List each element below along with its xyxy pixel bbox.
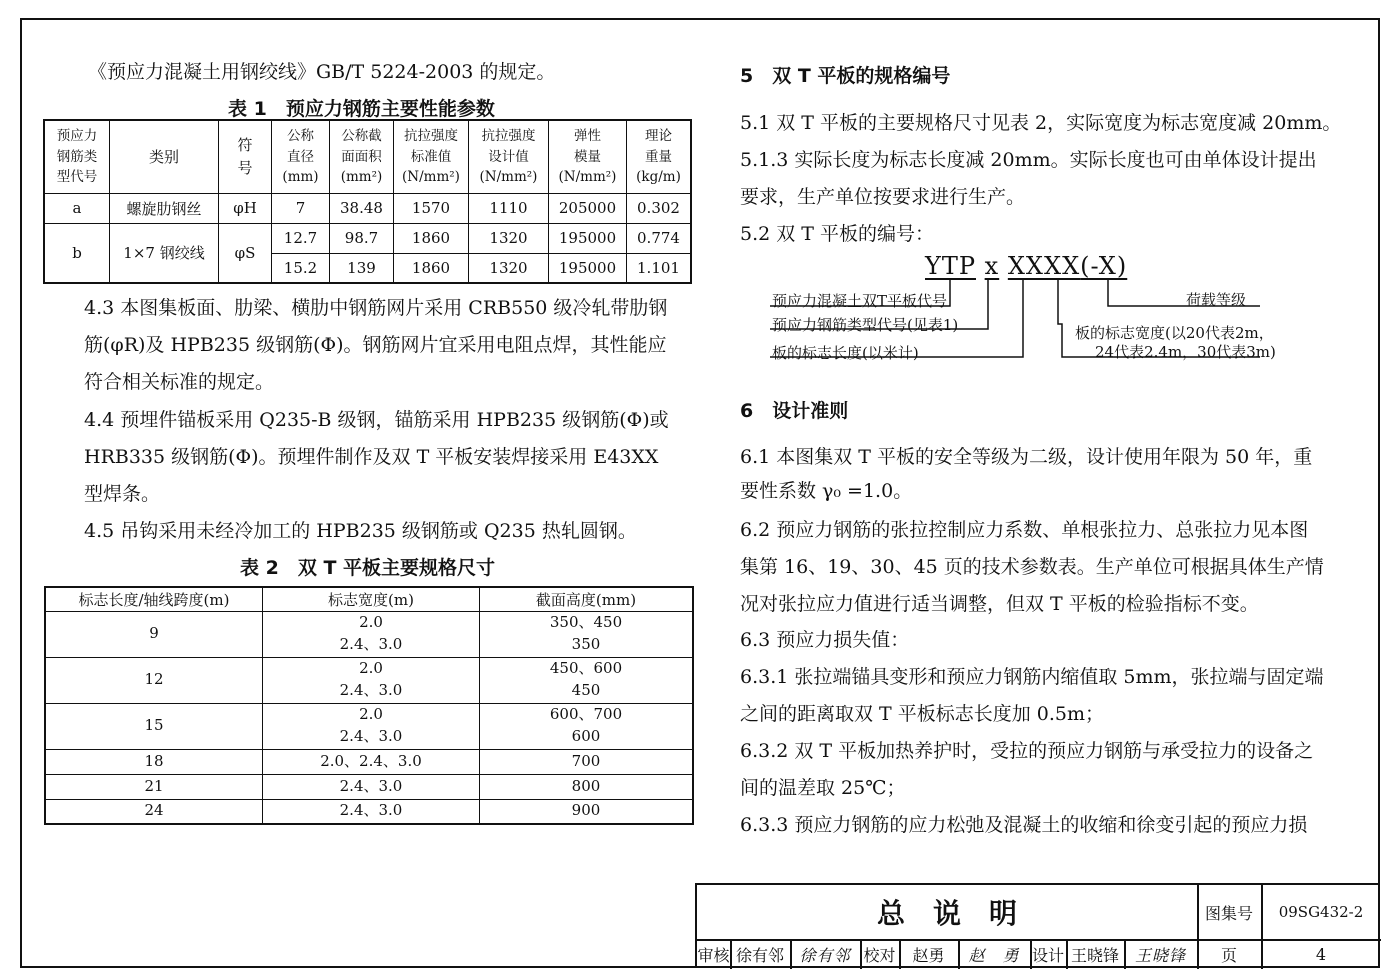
table1-caption: 表 1 预应力钢筋主要性能参数 [228, 98, 495, 120]
para-5-1-3-line1: 5.1.3 实际长度为标志长度减 20mm。实际长度也可由单体设计提出 [740, 149, 1317, 171]
legend-width-line2: 24代表2.4m，30代表3m) [1095, 343, 1276, 361]
t1-cell: 1860 [394, 253, 469, 283]
checker-signature: 赵 勇 [968, 945, 1020, 965]
t1-header: 弹性 模量 (N/mm²) [549, 120, 627, 193]
legend-series-code: 预应力混凝土双T平板代号 [772, 292, 948, 310]
t1-cell: 15.2 [272, 253, 330, 283]
para-4-5: 4.5 吊钩采用未经冷加工的 HPB235 级钢筋或 Q235 热轧圆钢。 [84, 520, 637, 542]
legend-length: 板的标志长度(以米计) [772, 344, 919, 362]
t2-cell: 12 [45, 657, 263, 703]
t1-cell: 205000 [549, 193, 627, 223]
para-6-3-2-line2: 间的温差取 25℃； [740, 777, 906, 799]
t2-cell: 2.0 2.4、3.0 [263, 611, 480, 657]
table-row [44, 193, 691, 223]
table2-caption: 表 2 双 T 平板主要规格尺寸 [240, 557, 496, 579]
table-row [45, 657, 693, 703]
code-load: (-X) [1080, 252, 1128, 280]
t1-cell: 1×7 钢绞线 [110, 223, 219, 283]
t1-cell: 195000 [549, 253, 627, 283]
designer-name: 王晓锋 [1070, 945, 1119, 965]
t1-cell: b [44, 223, 110, 283]
code-length: XX [1007, 252, 1044, 280]
t1-cell: φS [219, 223, 272, 283]
t2-cell: 15 [45, 703, 263, 749]
t2-cell: 450、600 450 [480, 657, 694, 703]
para-6-2-line3: 况对张拉应力值进行适当调整，但双 T 平板的检验指标不变。 [740, 593, 1259, 615]
t1-header: 预应力 钢筋类 型代号 [44, 120, 110, 193]
atlas-number: 09SG432-2 [1278, 903, 1364, 921]
t1-cell: 195000 [549, 223, 627, 253]
t1-cell: 0.774 [627, 223, 692, 253]
t1-header: 类别 [110, 120, 219, 193]
para-6-3-1-line2: 之间的距离取双 T 平板标志长度加 0.5m； [740, 703, 1105, 725]
t1-cell: a [44, 193, 110, 223]
t2-header: 标志宽度(m) [263, 587, 480, 611]
check-label: 校对 [863, 945, 896, 965]
t1-cell: 1570 [394, 193, 469, 223]
t1-cell: 7 [272, 193, 330, 223]
code-ytp: YTP [925, 252, 976, 280]
table1-rebar-properties [43, 119, 692, 284]
page-number: 4 [1315, 944, 1327, 964]
t1-cell: 1.101 [627, 253, 692, 283]
code-width: XX [1044, 252, 1081, 280]
t1-cell: 0.302 [627, 193, 692, 223]
checker-name: 赵勇 [912, 945, 945, 965]
designer-signature: 王晓锋 [1134, 945, 1186, 965]
t2-cell: 2.4、3.0 [263, 774, 480, 799]
t2-cell: 2.0、2.4、3.0 [263, 749, 480, 774]
review-label: 审核 [697, 945, 730, 965]
para-4-4-line2: HRB335 级钢筋(Φ)。预埋件制作及双 T 平板安装焊接采用 E43XX [84, 446, 659, 468]
t2-cell: 600、700 600 [480, 703, 694, 749]
table-row [45, 749, 693, 774]
para-4-3-line2: 筋(φR)及 HPB235 级钢筋(Φ)。钢筋网片宜采用电阻点焊，其性能应 [84, 334, 667, 356]
t1-header: 公称截 面面积 (mm²) [330, 120, 394, 193]
atlas-number-label: 图集号 [1204, 903, 1253, 923]
table-row [45, 611, 693, 657]
section-6-heading: 6 设计准则 [740, 400, 849, 422]
t1-cell: 1320 [469, 253, 549, 283]
t1-header: 公称 直径 (mm) [272, 120, 330, 193]
t1-cell: 1110 [469, 193, 549, 223]
para-6-3-1-line1: 6.3.1 张拉端锚具变形和预应力钢筋内缩值取 5mm，张拉端与固定端 [740, 666, 1324, 688]
design-label: 设计 [1031, 945, 1064, 965]
t1-header: 符 号 [219, 120, 272, 193]
para-6-3-2-line1: 6.3.2 双 T 平板加热养护时，受拉的预应力钢筋与承受拉力的设备之 [740, 740, 1314, 762]
t2-cell: 24 [45, 799, 263, 824]
para-6-1-line2: 要性系数 γ₀ =1.0。 [740, 480, 913, 502]
t1-header: 抗拉强度 设计值 (N/mm²) [469, 120, 549, 193]
reviewer-signature: 徐有邻 [799, 945, 851, 965]
para-6-3-3: 6.3.3 预应力钢筋的应力松弛及混凝土的收缩和徐变引起的预应力损 [740, 814, 1308, 836]
t1-cell: 98.7 [330, 223, 394, 253]
t1-cell: φH [219, 193, 272, 223]
para-6-1-line1: 6.1 本图集双 T 平板的安全等级为二级，设计使用年限为 50 年，重 [740, 446, 1313, 468]
para-5-2: 5.2 双 T 平板的编号： [740, 223, 935, 245]
table-row [45, 703, 693, 749]
para-4-3-line1: 4.3 本图集板面、肋梁、横肋中钢筋网片采用 CRB550 级冷轧带肋钢 [84, 297, 668, 319]
code-x: x [984, 252, 1000, 280]
section-5-heading: 5 双 T 平板的规格编号 [740, 65, 951, 87]
t1-header: 理论 重量 (kg/m) [627, 120, 692, 193]
t2-cell: 800 [480, 774, 694, 799]
t2-cell: 350、450 350 [480, 611, 694, 657]
para-6-2-line2: 集第 16、19、30、45 页的技术参数表。生产单位可根据具体生产情 [740, 556, 1324, 578]
table2-dimensions [44, 586, 694, 825]
t2-cell: 2.0 2.4、3.0 [263, 657, 480, 703]
drawing-title: 总 说 明 [876, 897, 1017, 930]
para-5-1: 5.1 双 T 平板的主要规格尺寸见表 2，实际宽度为标志宽度减 20mm。 [740, 112, 1342, 134]
para-4-4-line1: 4.4 预埋件锚板采用 Q235-B 级钢，锚筋采用 HPB235 级钢筋(Φ)或 [84, 409, 669, 431]
page-label: 页 [1220, 945, 1237, 965]
legend-rebar-type: 预应力钢筋类型代号(见表1) [772, 316, 959, 334]
t1-cell: 139 [330, 253, 394, 283]
t2-cell: 2.0 2.4、3.0 [263, 703, 480, 749]
intro-line: 《预应力混凝土用钢绞线》GB/T 5224-2003 的规定。 [88, 61, 556, 83]
para-4-4-line3: 型焊条。 [84, 483, 161, 505]
t1-cell: 38.48 [330, 193, 394, 223]
table-row [45, 799, 693, 824]
para-6-3: 6.3 预应力损失值： [740, 629, 910, 651]
t2-cell: 700 [480, 749, 694, 774]
t2-cell: 900 [480, 799, 694, 824]
t1-cell: 12.7 [272, 223, 330, 253]
t2-cell: 21 [45, 774, 263, 799]
t2-cell: 18 [45, 749, 263, 774]
t1-cell: 螺旋肋钢丝 [110, 193, 219, 223]
para-4-3-line3: 符合相关标准的规定。 [84, 371, 275, 393]
legend-width-line1: 板的标志宽度(以20代表2m， [1075, 324, 1274, 342]
para-6-2-line1: 6.2 预应力钢筋的张拉控制应力系数、单根张拉力、总张拉力见本图 [740, 519, 1309, 541]
table-row [44, 223, 691, 253]
t2-header: 截面高度(mm) [480, 587, 694, 611]
para-5-1-3-line2: 要求，生产单位按要求进行生产。 [740, 186, 1026, 208]
t1-cell: 1320 [469, 223, 549, 253]
title-block [695, 883, 1379, 967]
table-row [45, 774, 693, 799]
legend-load-grade: 荷载等级 [1186, 291, 1247, 309]
t1-cell: 1860 [394, 223, 469, 253]
t2-header: 标志长度/轴线跨度(m) [45, 587, 263, 611]
t2-cell: 9 [45, 611, 263, 657]
reviewer-name: 徐有邻 [735, 945, 784, 965]
t1-header: 抗拉强度 标准值 (N/mm²) [394, 120, 469, 193]
t2-cell: 2.4、3.0 [263, 799, 480, 824]
